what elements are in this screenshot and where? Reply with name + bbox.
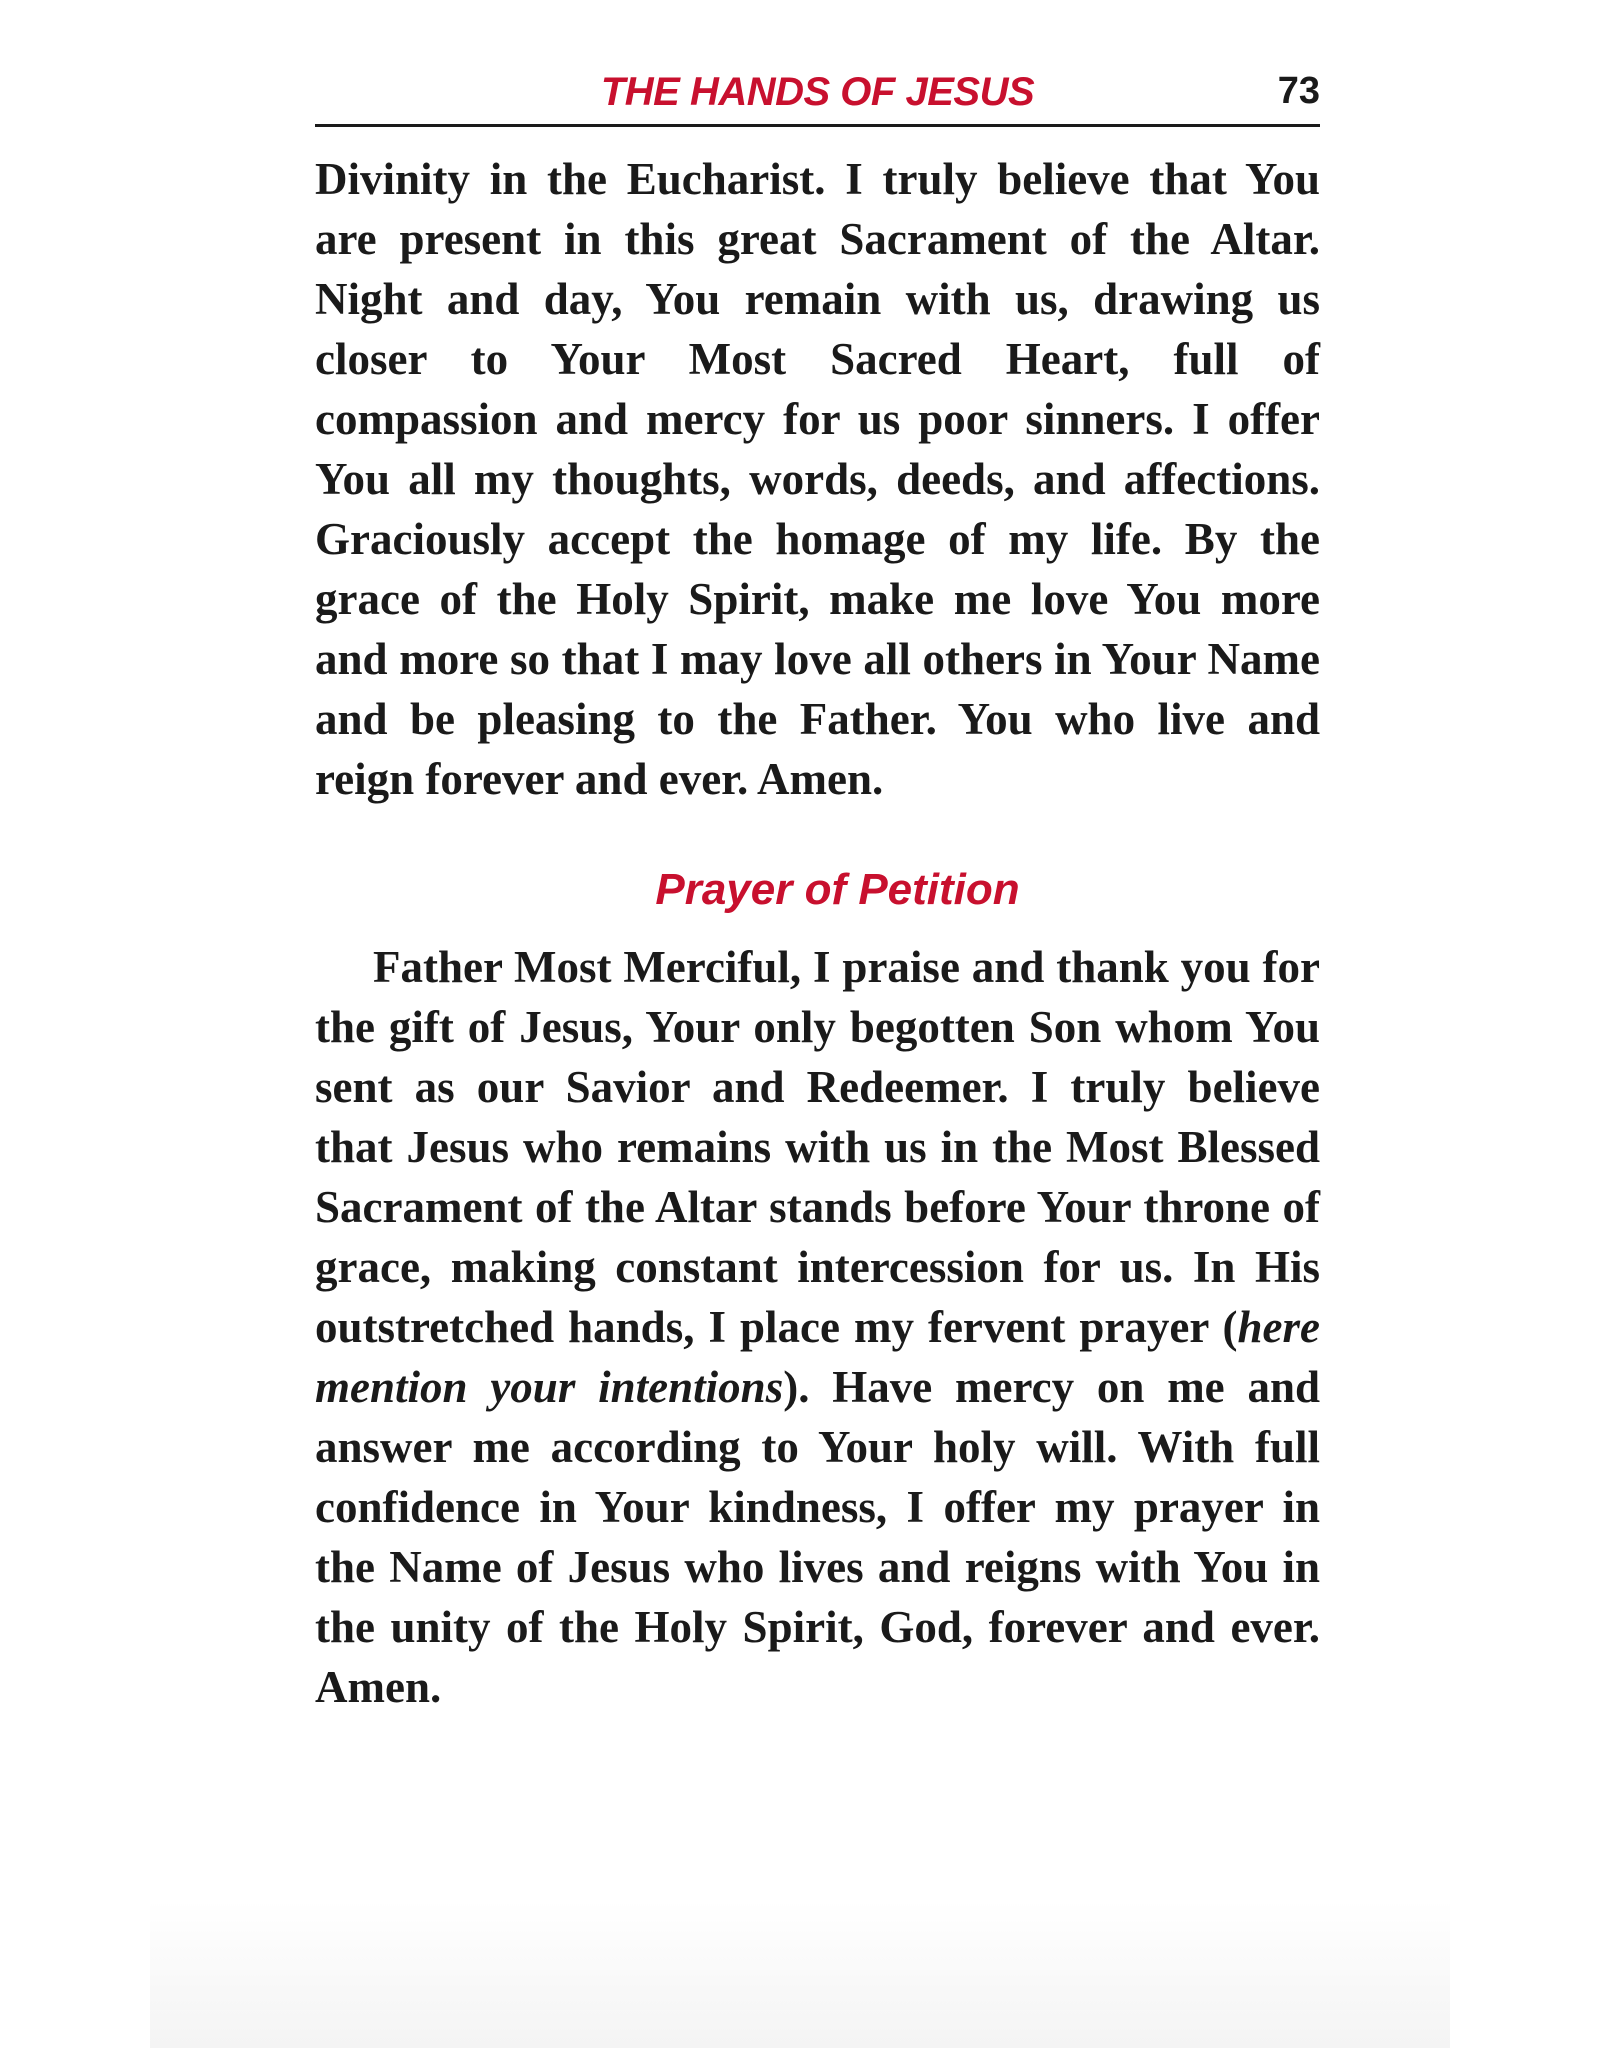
page-number: 73 — [1277, 70, 1320, 112]
section-heading-prayer-of-petition: Prayer of Petition — [655, 865, 1020, 914]
petition-text-part-1: Father Most Merciful, I praise and thank you for the gift of Jesus, Your only begotten Son whom You sent as our Savior and Redeemer. I truly believe that Jesus who remains with us in the Most Blessed Sacrament of the Altar stands before Your throne of grace, making constant intercession for us. In His outstretched hands, I place my fervent prayer ( — [315, 942, 1320, 1352]
running-header — [315, 60, 1320, 127]
book-page — [315, 60, 1320, 1717]
paragraph-offering: Divinity in the Eucharist. I truly believe that You are present in this great Sacrament of the Altar. Night and day, You remain with us, drawing us closer to Your Most Sacred Heart, full of compassion and mercy for us poor sinners. I offer You all my thoughts, words, deeds, and affections. Graciously accept the homage of my life. By the grace of the Holy Spirit, make me love You more and more so that I may love all others in Your Name and be pleasing to the Father. You who live and reign forever and ever. Amen. — [315, 154, 1320, 804]
petition-text-part-2: ). Have mercy on me and answer me according to Your holy will. With full confidence in Your kindness, I offer my prayer in the Name of Jesus who lives and reigns with You in the unity of the Holy Spirit, God, forever and ever. Amen. — [315, 1362, 1320, 1712]
running-title: THE HANDS OF JESUS — [600, 70, 1035, 114]
page-bottom-shadow — [150, 1900, 1450, 2048]
paragraph-petition — [315, 937, 1320, 1717]
petition-italic-instruction: here mention your intentions — [315, 1302, 1320, 1412]
